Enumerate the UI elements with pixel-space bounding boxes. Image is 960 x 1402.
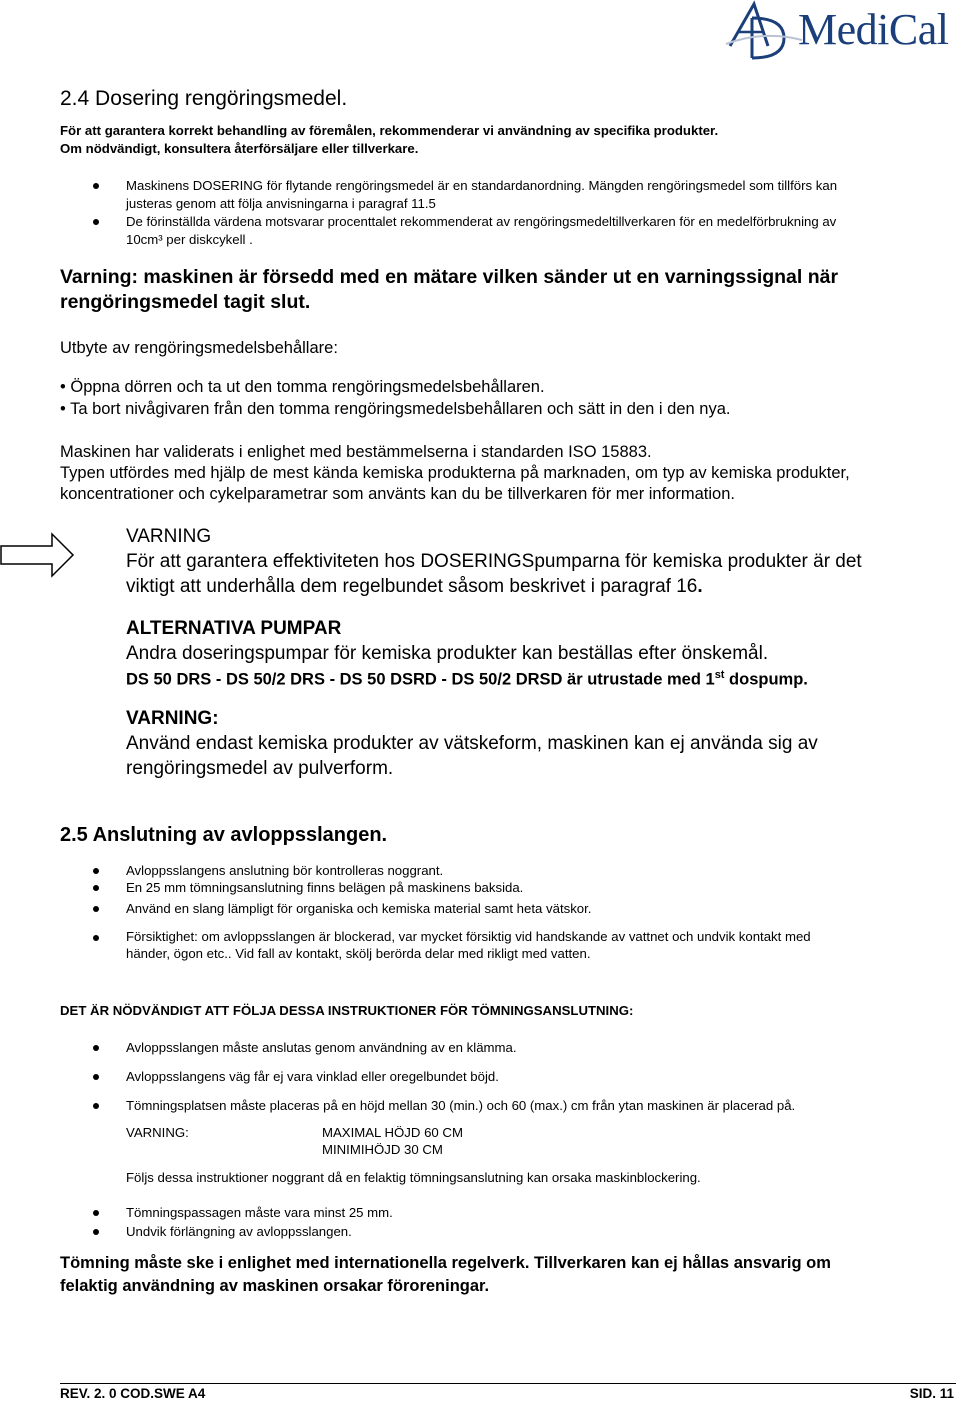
must-bullet-3: Tömningsplatsen måste placeras på en höjd mellan 30 (min.) och 60 (max.) cm från ytan maskinen är placerad på. — [126, 1098, 796, 1113]
alt-pumps-line-2 — [126, 664, 808, 691]
intro-line-2: Om nödvändigt, konsultera återförsäljare eller tillverkare. — [60, 141, 419, 156]
bullet-2-line-2: 10cm³ per diskcykell . — [126, 232, 253, 247]
alt-pumps-end: dospump. — [724, 670, 808, 689]
section-title-2-4: 2.4 Dosering rengöringsmedel. — [60, 87, 348, 110]
bullet-dot — [93, 1210, 99, 1216]
replace-title: Utbyte av rengöringsmedelsbehållare: — [60, 339, 338, 357]
bullet-1-line-2: justeras genom att följa anvisningarna i paragraf 11.5 — [126, 196, 436, 211]
replace-step-2: • Ta bort nivågivaren från den tomma rengöringsmedelsbehållaren och sätt in den i den nya. — [60, 400, 731, 418]
box-warning-line-2 — [126, 574, 703, 599]
bullet-dot — [93, 906, 99, 912]
replace-step-1: • Öppna dörren och ta ut den tomma rengöringsmedelsbehållaren. — [60, 378, 545, 396]
section-title-2-5: 2.5 Anslutning av avloppsslangen. — [60, 824, 388, 846]
warning-line-1: Varning: maskinen är försedd med en mätare vilken sänder ut en varningssignal när — [60, 266, 839, 288]
max-height: MAXIMAL HÖJD 60 CM — [322, 1125, 463, 1140]
intro-line-1: För att garantera korrekt behandling av föremålen, rekommenderar vi användning av specifika produkter. — [60, 123, 719, 138]
box-warning-line-2-end: . — [697, 576, 703, 597]
warning-2-line-1: Använd endast kemiska produkter av vätskeform, maskinen kan ej använda sig av — [126, 733, 818, 754]
bullet-dot — [93, 1229, 99, 1235]
bullet-dot — [93, 935, 99, 941]
iso-line: Maskinen har validerats i enlighet med bestämmelserna i standarden ISO 15883. — [60, 443, 652, 461]
footer-revision: REV. 2. 0 COD.SWE A4 — [60, 1386, 206, 1401]
company-logo — [724, 0, 954, 62]
final-line-2: felaktig användning av maskinen orsakar föroreningar. — [60, 1277, 490, 1295]
alt-pumps-sup: st — [714, 669, 725, 681]
footer-page-number: SID. 11 — [909, 1386, 954, 1401]
varning-label: VARNING: — [126, 1125, 189, 1140]
must-heading: DET ÄR NÖDVÄNDIGT ATT FÖLJA DESSA INSTRUKTIONER FÖR TÖMNINGSANSLUTNING: — [60, 1003, 634, 1018]
must-bullet-5: Undvik förlängning av avloppsslangen. — [126, 1224, 352, 1239]
min-height: MINIMIHÖJD 30 CM — [322, 1142, 443, 1157]
footer-divider — [60, 1383, 956, 1384]
alt-pumps-title: ALTERNATIVA PUMPAR — [126, 618, 342, 639]
type-line-1: Typen utfördes med hjälp de mest kända kemiska produkterna på marknaden, om typ av kemiska produkter, — [60, 464, 850, 482]
bullet-dot — [93, 1103, 99, 1109]
must-bullet-4: Tömningspassagen måste vara minst 25 mm. — [126, 1205, 393, 1220]
final-line-1: Tömning måste ske i enlighet med internationella regelverk. Tillverkaren kan ej hållas ansvarig om — [60, 1254, 831, 1272]
bullet-dot — [93, 219, 99, 225]
box-warning-title: VARNING — [126, 526, 212, 547]
must-bullet-1: Avloppsslangen måste anslutas genom användning av en klämma. — [126, 1040, 517, 1055]
drain-bullet-2: En 25 mm tömningsanslutning finns belägen på maskinens baksida. — [126, 880, 524, 895]
drain-bullet-4-line-1: Försiktighet: om avloppsslangen är blockerad, var mycket försiktig vid handskande av vattnet och undvik kontakt med — [126, 929, 811, 944]
warning-2-title: VARNING: — [126, 708, 219, 729]
drain-bullet-3: Använd en slang lämpligt för organiska och kemiska material samt heta vätskor. — [126, 901, 592, 916]
logo-text: MediCal — [798, 5, 949, 54]
alt-pumps-models: DS 50 DRS - DS 50/2 DRS - DS 50 DSRD - DS 50/2 DRSD är utrustade med 1 — [126, 670, 715, 689]
box-warning-line-1: För att garantera effektiviteten hos DOSERINGSpumparna för kemiska produkter är det — [126, 551, 862, 572]
type-line-2: koncentrationer och cykelparametrar som använts kan du be tillverkaren för mer information. — [60, 485, 735, 503]
bullet-dot — [93, 1045, 99, 1051]
bullet-dot — [93, 868, 99, 874]
box-warning-line-2-text: viktigt att underhålla dem regelbundet såsom beskrivet i paragraf 16 — [126, 576, 698, 597]
follow-note: Följs dessa instruktioner noggrant då en felaktig tömningsanslutning kan orsaka maskinblockering. — [126, 1170, 701, 1185]
drain-bullet-4-line-2: händer, ögon etc.. Vid fall av kontakt, skölj berörda delar med rikligt med vatten. — [126, 946, 591, 961]
warning-line-2: rengöringsmedel tagit slut. — [60, 291, 311, 313]
bullet-dot — [93, 183, 99, 189]
drain-bullet-1: Avloppsslangens anslutning bör kontrolleras noggrant. — [126, 863, 444, 878]
bullet-dot — [93, 885, 99, 891]
bullet-dot — [93, 1074, 99, 1080]
right-arrow-icon — [0, 532, 76, 578]
warning-2-line-2: rengöringsmedel av pulverform. — [126, 758, 394, 779]
bullet-1-line-1: Maskinens DOSERING för flytande rengöringsmedel är en standardanordning. Mängden rengöringsmedel som tillförs kan — [126, 178, 838, 193]
alt-pumps-line-1: Andra doseringspumpar för kemiska produkter kan beställas efter önskemål. — [126, 643, 769, 664]
bullet-2-line-1: De förinställda värdena motsvarar procenttalet rekommenderat av rengöringsmedeltillverkaren för en medelförbrukning av — [126, 214, 837, 229]
must-bullet-2: Avloppsslangens väg får ej vara vinklad eller oregelbundet böjd. — [126, 1069, 499, 1084]
